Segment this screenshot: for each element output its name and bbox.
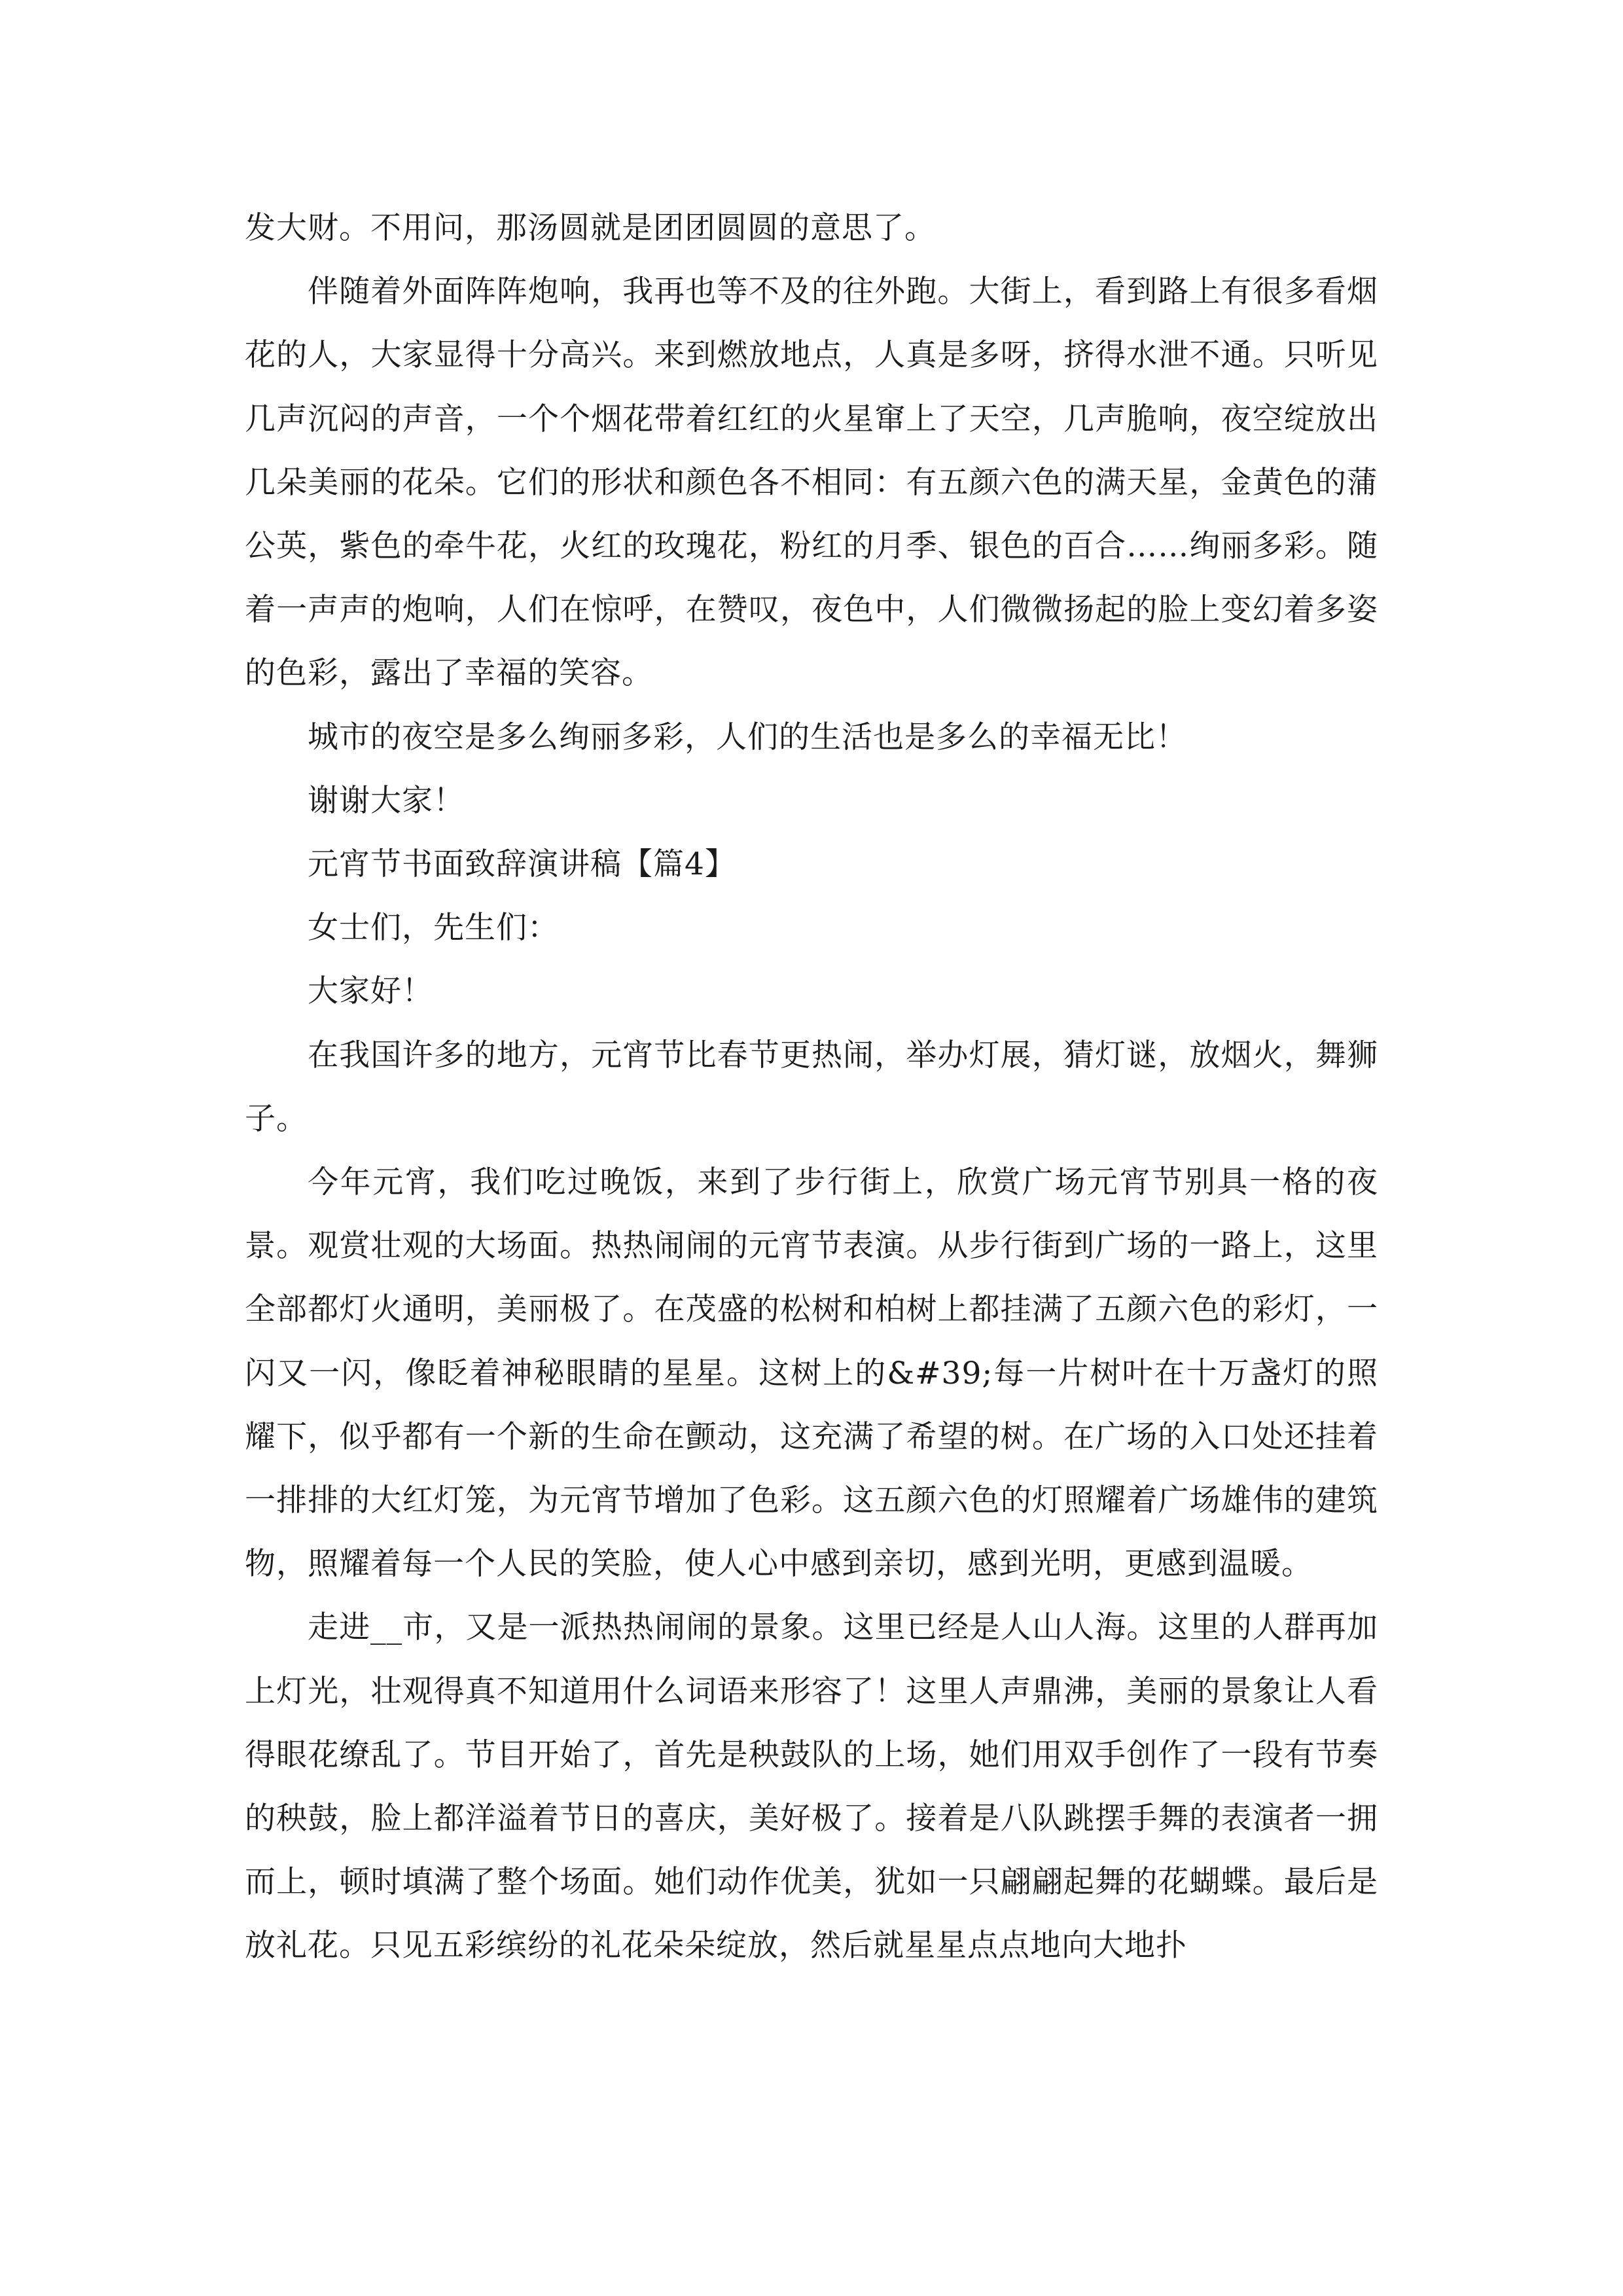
- section-heading: 元宵节书面致辞演讲稿【篇4】: [308, 846, 736, 883]
- paragraph: 伴随着外面阵阵炮响，我再也等不及的往外跑。大街上，看到路上有很多看烟花的人，大家显得十分高兴。来到燃放地点，人真是多呀，挤得水泄不通。只听见几声沉闷的声音，一个个烟花带着红红的火星窜上了天空，几声脆响，夜空绽放出几朵美丽的花朵。它们的形状和颜色各不相同：有五颜六色的满天星，金黄色的蒲公英，紫色的牵牛花，火红的玫瑰花，粉红的月季、银色的百合……绚丽多彩。随着一声声的炮响，人们在惊呼，在赞叹，夜色中，人们微微扬起的脸上变幻着多姿的色彩，露出了幸福的笑容。: [245, 274, 1378, 692]
- paragraph: 发大财。不用问，那汤圆就是团团圆圆的意思了。: [245, 210, 936, 246]
- paragraph: 走进__市，又是一派热热闹闹的景象。这里已经是人山人海。这里的人群再加上灯光，壮观得真不知道用什么词语来形容了！这里人声鼎沸，美丽的景象让人看得眼花缭乱了。节目开始了，首先是秧鼓队的上场，她们用双手创作了一段有节奏的秧鼓，脸上都洋溢着节日的喜庆，美好极了。接着是八队跳摆手舞的表演者一拥而上，顿时填满了整个场面。她们动作优美，犹如一只翩翩起舞的花蝴蝶。最后是放礼花。只见五彩缤纷的礼花朵朵绽放，然后就星星点点地向大地扑: [245, 1609, 1378, 1964]
- paragraph: 在我国许多的地方，元宵节比春节更热闹，举办灯展，猜灯谜，放烟火，舞狮子。: [245, 1037, 1378, 1137]
- greeting: 大家好！: [308, 973, 433, 1010]
- salutation: 女士们，先生们：: [308, 910, 559, 946]
- paragraph: 今年元宵，我们吃过晚饭，来到了步行街上，欣赏广场元宵节别具一格的夜景。观赏壮观的大场面。热热闹闹的元宵节表演。从步行街到广场的一路上，这里全部都灯火通明，美丽极了。在茂盛的松树和柏树上都挂满了五颜六色的彩灯，一闪又一闪，像眨着神秘眼睛的星星。这树上的&#39;每一片树叶在十万盏灯的照耀下，似乎都有一个新的生命在颤动，这充满了希望的树。在广场的入口处还挂着一排排的大红灯笼，为元宵节增加了色彩。这五颜六色的灯照耀着广场雄伟的建筑物，照耀着每一个人民的笑脸，使人心中感到亲切，感到光明，更感到温暖。: [245, 1164, 1378, 1583]
- paragraph: 谢谢大家！: [308, 782, 465, 819]
- document-body: [245, 196, 1378, 1978]
- paragraph: 城市的夜空是多么绚丽多彩，人们的生活也是多么的幸福无比！: [308, 719, 1187, 755]
